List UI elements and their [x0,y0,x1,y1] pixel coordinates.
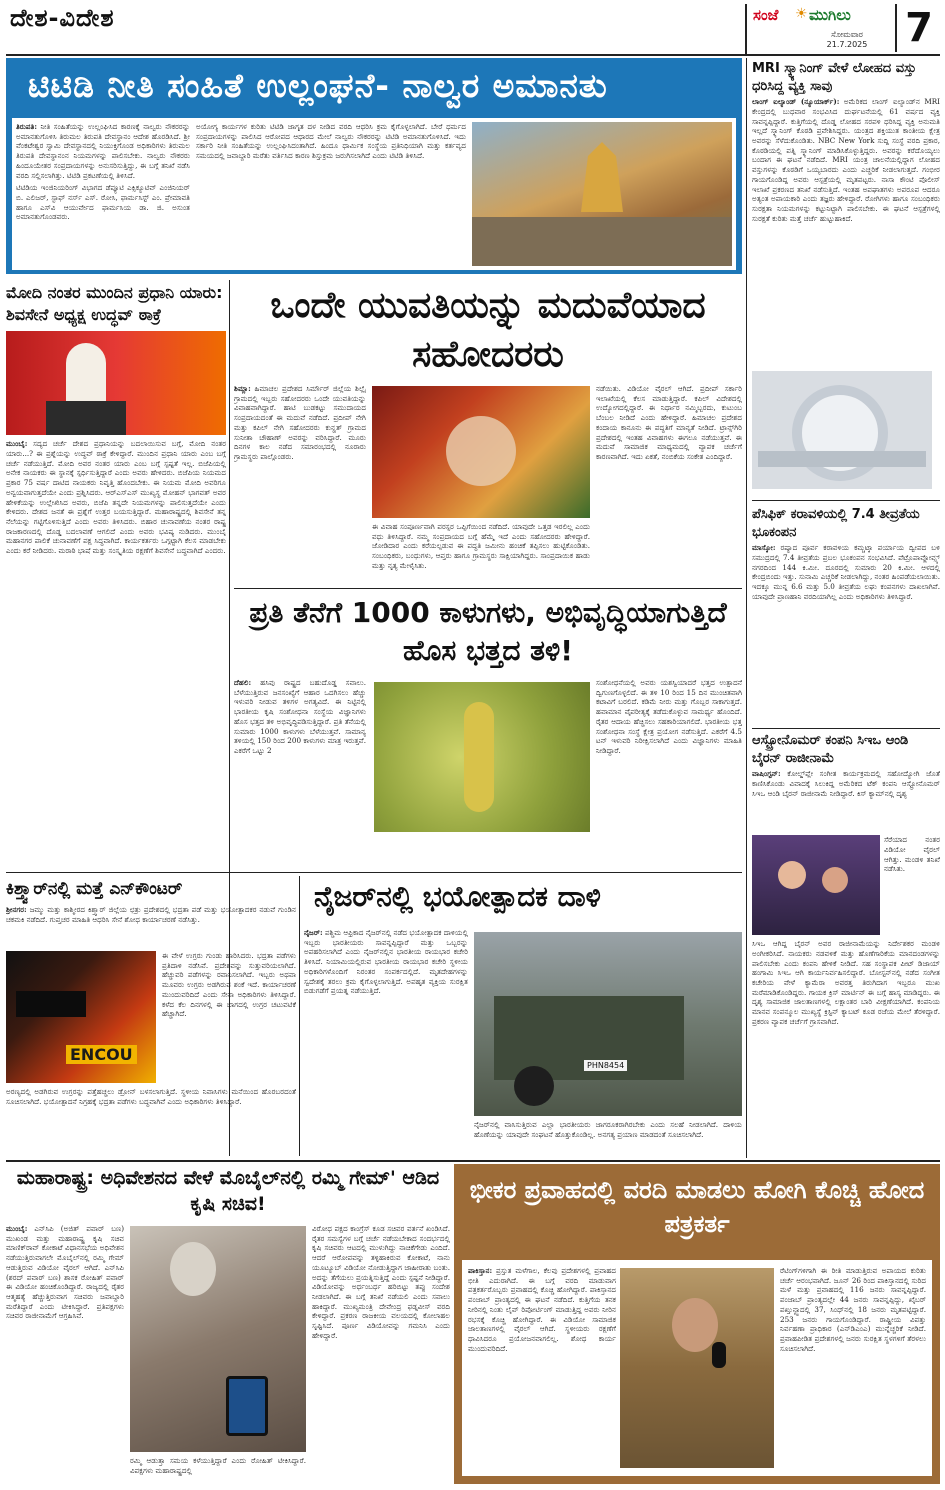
quake-headline: ಪೆಸಿಫಿಕ್ ಕರಾವಳಿಯಲ್ಲಿ 7.4 ತೀವ್ರತೆಯ ಭೂಕಂಪನ [752,507,920,540]
rummy-caption: ರಮ್ಮಿ ಆಡುತ್ತಾ ಸಮಯ ಕಳೆಯುತ್ತಿದ್ದಾರೆ ಎಂದು ರೋಹಿತ್ ಟೀಕಿಸಿದ್ದಾರೆ. ವಿಪಕ್ಷಗಳು ಮಹಾರಾಷ್ಟ್ರದಲ್ಲಿ [130,1456,306,1475]
bottom-divider [6,1160,940,1162]
kishtwar-dateline: ಶ್ರೀನಗರ: [6,904,27,914]
rice-divider [6,872,742,873]
minister-head [170,1242,216,1296]
uddhav-body: ಸದ್ಯದ ಚರ್ಚೆ ದೇಶದ ಪ್ರಧಾನಿಯನ್ನು ಬದಲಾಯಿಸುವ ಬಗ್ಗೆ, ಮೋದಿ ನಂತರ ಯಾರು...? ಈ ಪ್ರಶ್ನೆಯನ್ನು ಉದ್ಧವ್ ಠಾಕ್ರೆ ಕೇಳಿದ್ದಾರೆ. ಮುಂದಿನ ಪ್ರಧಾನಿ ಯಾರು ಎಂಬ ಬಗ್ಗೆ ಚರ್ಚೆ ನಡೆಯುತ್ತಿದೆ. ಮೋದಿ ಅವರ ನಂತರ ಯಾರು ಎಂಬ ಬಗ್ಗೆ ಸ್ಪಷ್ಟತೆ ಇಲ್ಲ. ಬಿಜೆಪಿಯಲ್ಲಿ ಅನೇಕ ನಾಯಕರು ಈ ಸ್ಥಾನಕ್ಕೆ ಸ್ಪರ್ಧಿಸುತ್ತಿದ್ದಾರೆ ಎಂದು ಅವರು ಹೇಳಿದರು. ಬಿಜೆಪಿಯ ನಿಯಮದ ಪ್ರಕಾರ 75 ವರ್ಷ ದಾಟಿದ ನಾಯಕರು ನಿವೃತ್ತಿ ಹೊಂದಬೇಕು. ಈ ನಿಯಮ ಮೋದಿ ಅವರಿಗೂ ಅನ್ವಯವಾಗುತ್ತದೆಯೇ ಎಂದು ಪ್ರಶ್ನಿಸಿದರು. ಆರ್‌ಎಸ್‌ಎಸ್ ಮುಖ್ಯಸ್ಥ ಮೋಹನ್ ಭಾಗವತ್ ಅವರ ಹೇಳಿಕೆಯನ್ನು ಉಲ್ಲೇಖಿಸಿದ ಅವರು, ಬಿಜೆಪಿ ತನ್ನದೇ ನಿಯಮಗಳನ್ನು ಪಾಲಿಸುತ್ತದೆಯೇ ಎಂದು ಕೇಳಿದರು. ದೇಶದ ಜನತೆ ಈ ಪ್ರಶ್ನೆಗೆ ಉತ್ತರ ಬಯಸುತ್ತಿದ್ದಾರೆ. ಮಹಾರಾಷ್ಟ್ರದಲ್ಲಿ ಶಿವಸೇನೆ ತನ್ನ ನೆಲೆಯನ್ನು ಗಟ್ಟಿಗೊಳಿಸುತ್ತಿದೆ ಎಂದು ಅವರು ತಿಳಿಸಿದರು. ಬಿಹಾರ ಚುನಾವಣೆಯ ನಂತರ ರಾಷ್ಟ್ರ ರಾಜಕಾರಣದಲ್ಲಿ ದೊಡ್ಡ ಬದಲಾವಣೆ ಆಗಲಿದೆ ಎಂದು ಅವರು ಭವಿಷ್ಯ ನುಡಿದರು. ಮುಂಬೈ ಮಹಾನಗರ ಪಾಲಿಕೆ ಚುನಾವಣೆಗೆ ಪಕ್ಷ ಸಿದ್ಧವಾಗಿದೆ. ಕಾರ್ಯಕರ್ತರು ಒಗ್ಗಟ್ಟಾಗಿ ಕೆಲಸ ಮಾಡಬೇಕು ಎಂದು ಕರೆ ನೀಡಿದರು. ಮರಾಠಿ ಭಾಷೆ ಮತ್ತು ಸಂಸ್ಕೃತಿಯ ರಕ್ಷಣೆಗೆ ಶಿವಸೇನೆ ಬದ್ಧವಾಗಿದೆ ಎಂದರು. [6,439,226,556]
rice-dateline: ದೆಹಲಿ: [234,678,252,687]
niger-body-left: ಪಶ್ಚಿಮ ಆಫ್ರಿಕಾದ ನೈಜರ್‌ನಲ್ಲಿ ನಡೆದ ಭಯೋತ್ಪಾದಕ ದಾಳಿಯಲ್ಲಿ ಇಬ್ಬರು ಭಾರತೀಯರು ಸಾವನ್ನಪ್ಪಿದ್ದಾರೆ ಮತ್ತು ಒಬ್ಬರನ್ನು ಅಪಹರಿಸಲಾಗಿದೆ ಎಂದು ನೈಜರ್‌ನಲ್ಲಿನ ಭಾರತೀಯ ರಾಯಭಾರ ಕಚೇರಿ ತಿಳಿಸಿದೆ. ನಿಯಾಮಿಯಲ್ಲಿರುವ ಭಾರತೀಯ ರಾಯಭಾರ ಕಚೇರಿ ಸ್ಥಳೀಯ ಅಧಿಕಾರಿಗಳೊಂದಿಗೆ ನಿರಂತರ ಸಂಪರ್ಕದಲ್ಲಿದೆ. ಮೃತದೇಹಗಳನ್ನು ಸ್ವದೇಶಕ್ಕೆ ತರಲು ಕ್ರಮ ಕೈಗೊಳ್ಳಲಾಗುತ್ತಿದೆ. ಅಪಹೃತ ವ್ಯಕ್ತಿಯ ಸುರಕ್ಷಿತ ಬಿಡುಗಡೆಗೆ ಪ್ರಯತ್ನ ನಡೆಯುತ್ತಿದೆ. [304,928,468,996]
journalist-col-3: ರೆಟಿಂಗ್‌ಗಳಿಗಾಗಿ ಈ ರೀತಿ ಮಾಡುತ್ತಿರುವ ಅಪಾಯದ ಕುರಿತು ಚರ್ಚೆ ಆರಂಭವಾಗಿದೆ. ಜೂನ್ 26 ರಿಂದ ಪಾಕಿಸ್ತಾನದಲ್ಲಿ ಸುರಿದ ಮಳೆ ಮತ್ತು ಪ್ರವಾಹದಲ್ಲಿ 116 ಜನರು ಸಾವನ್ನಪ್ಪಿದ್ದಾರೆ. ಪಂಜಾಬ್ ಪ್ರಾಂತ್ಯದಲ್ಲೇ 44 ಜನರು ಸಾವನ್ನಪ್ಪಿದ್ದು, ಖೈಬರ್ ಪಖ್ತುನ್ಖ್ವಾದಲ್ಲಿ 37, ಸಿಂಧ್‌ನಲ್ಲಿ 18 ಜನರು ಮೃತಪಟ್ಟಿದ್ದಾರೆ. 253 ಜನರು ಗಾಯಗೊಂಡಿದ್ದಾರೆ. ರಾಷ್ಟ್ರೀಯ ವಿಪತ್ತು ನಿರ್ವಹಣಾ ಪ್ರಾಧಿಕಾರ (ಎನ್‌ಡಿಎಂಎ) ಮುನ್ನೆಚ್ಚರಿಕೆ ನೀಡಿದೆ. ಪ್ರವಾಹಪೀಡಿತ ಪ್ರದೇಶಗಳಲ್ಲಿ ಜನರು ಸುರಕ್ಷಿತ ಸ್ಥಳಗಳಿಗೆ ತೆರಳಲು ಸೂಚಿಸಲಾಗಿದೆ. [780,1266,926,1353]
mobile-phone-icon [226,1376,268,1436]
encounter-photo [6,951,156,1083]
lead-text-1: ನೀತಿ ಸಂಹಿತೆಯನ್ನು ಉಲ್ಲಂಘಿಸಿದ ಕಾರಣಕ್ಕೆ ನಾಲ್ವರು ನೌಕರರನ್ನು ಅಮಾನತುಗೊಳಿಸಿ ತಿರುಮಲ ತಿರುಪತಿ ದೇವಸ್ಥಾನಂ ಆದೇಶ ಹೊರಡಿಸಿದೆ. ಶ್ರೀ ವೆಂಕಟೇಶ್ವರ ಸ್ವಾಮಿ ದೇವಸ್ಥಾನದಲ್ಲಿ ನಿಯುಕ್ತಿಗೊಂಡ ಅಧಿಕಾರಿಗಳು ತಿರುಮಲ ತಿರುಪತಿ ದೇವಸ್ಥಾನಂನ ನಿಯಮಗಳನ್ನು ಪಾಲಿಸಬೇಕು. ನಾಲ್ವರು ನೌಕರರು ಹಿಂದೂಯೇತರ ಸಂಪ್ರದಾಯಗಳನ್ನು ಅನುಸರಿಸುತ್ತಿದ್ದು, ಈ ಬಗ್ಗೆ ತನಿಖೆ ನಡೆಸಿ ವರದಿ ಸಲ್ಲಿಸಲಾಗಿತ್ತು. ಟಿಟಿಡಿ ಪ್ರಕಟಣೆಯಲ್ಲಿ ತಿಳಿಸಿದೆ. [16,122,190,180]
mri-body: ಅಮೆರಿಕದ ಲಾಂಗ್ ಐಲ್ಯಾಂಡ್‌ನ MRI ಕೇಂದ್ರದಲ್ಲಿ ಬುಧವಾರ ಸಂಭವಿಸಿದ ದುರ್ಘಟನೆಯಲ್ಲಿ 61 ವರ್ಷದ ವ್ಯಕ್ತಿ ಸಾವನ್ನಪ್ಪಿದ್ದಾರೆ. ಕುತ್ತಿಗೆಯಲ್ಲಿ ದೊಡ್ಡ ಲೋಹದ ಸರಪಳಿ ಧರಿಸಿದ್ದ ವ್ಯಕ್ತಿ ಅನುಮತಿ ಇಲ್ಲದೆ ಸ್ಕ್ಯಾನಿಂಗ್ ಕೊಠಡಿ ಪ್ರವೇಶಿಸಿದ್ದರು. ಯಂತ್ರದ ಶಕ್ತಿಯುತ ಕಾಂತೀಯ ಕ್ಷೇತ್ರ ಅವರನ್ನು ಸೆಳೆದುಕೊಂಡಿತು. NBC New York ಸುದ್ದಿ ಸಂಸ್ಥೆ ವರದಿ ಪ್ರಕಾರ, ಕೊಠಡಿಯಲ್ಲಿ ಪತ್ನಿ ಸ್ಕ್ಯಾನಿಂಗ್ ಮಾಡಿಸಿಕೊಳ್ಳುತ್ತಿದ್ದರು. ಅವರನ್ನು ಕರೆದೊಯ್ಯಲು ಬಂದಾಗ ಈ ಘಟನೆ ನಡೆದಿದೆ. MRI ಯಂತ್ರ ಚಾಲನೆಯಲ್ಲಿದ್ದಾಗ ಲೋಹದ ವಸ್ತುಗಳನ್ನು ಕೊಠಡಿಗೆ ಒಯ್ಯಬಾರದು ಎಂದು ಎಚ್ಚರಿಕೆ ನೀಡಲಾಗುತ್ತದೆ. ಗಂಭೀರ ಗಾಯಗೊಂಡಿದ್ದ ಅವರು ಆಸ್ಪತ್ರೆಯಲ್ಲಿ ಮೃತಪಟ್ಟರು. ನಾಸಾ ಕೌಂಟಿ ಪೊಲೀಸ್ ಇಲಾಖೆ ಪ್ರಕರಣದ ತನಿಖೆ ನಡೆಸುತ್ತಿದೆ. ಇಂತಹ ಅಪಘಾತಗಳು ಅಪರೂಪ ಆದರೂ ಅತ್ಯಂತ ಅಪಾಯಕಾರಿ ಎಂದು ತಜ್ಞರು ಹೇಳಿದ್ದಾರೆ. ರೋಗಿಗಳು ಹಾಗೂ ಸಂಬಂಧಿಕರು ಸುರಕ್ಷತಾ ನಿಯಮಗಳನ್ನು ಕಟ್ಟುನಿಟ್ಟಾಗಿ ಪಾಲಿಸಬೇಕು. ಈ ಘಟನೆ ಆಸ್ಪತ್ರೆಗಳಲ್ಲಿ ಸುರಕ್ಷತೆ ಕುರಿತು ಮತ್ತೆ ಚರ್ಚೆ ಹುಟ್ಟುಹಾಕಿದೆ. [752,97,940,223]
rummy-dateline: ಮುಂಬೈ: [6,1224,28,1233]
mri-story [752,60,940,495]
lead-col-1 [16,122,190,266]
uddhav-story [6,282,226,872]
minister-photo [130,1226,306,1452]
rice-grain-icon [464,702,494,812]
rummy-col-1 [6,1224,124,1484]
kiss-cam-person-1 [778,861,806,889]
truck-plate: PHN8454 [584,1060,627,1071]
marriage-dateline: ಶಿಮ್ಲಾ: [234,384,251,393]
brand-mugilu: ಮುಗಿಲು [809,6,851,24]
astronomer-body-bottom: ಸಿಇಒ ಆಗಿದ್ದ ಬೈರನ್ ಅವರ ರಾಜೀನಾಮೆಯನ್ನು ನಿರ್ದೇಶಕರ ಮಂಡಳಿ ಅಂಗೀಕರಿಸಿದೆ. ನಾಯಕರು ನಡವಳಿಕೆ ಮತ್ತು ಹೊಣೆಗಾರಿಕೆಯ ಮಾನದಂಡಗಳನ್ನು ಪಾಲಿಸಬೇಕು ಎಂದು ಕಂಪನಿ ಹೇಳಿಕೆ ನೀಡಿದೆ. ಸಹ ಸಂಸ್ಥಾಪಕ ಪೀಟ್ ಡಿಜಾಯ್ ಹಂಗಾಮಿ ಸಿಇಒ ಆಗಿ ಕಾರ್ಯನಿರ್ವಹಿಸಲಿದ್ದಾರೆ. ಬೋಸ್ಟನ್‌ನಲ್ಲಿ ನಡೆದ ಸಂಗೀತ ಕಚೇರಿಯ ವೇಳೆ ಕ್ಯಾಮೆರಾ ಅವರತ್ತ ತಿರುಗಿದಾಗ ಇಬ್ಬರೂ ಮುಖ ಮರೆಮಾಡಿಕೊಂಡಿದ್ದರು. ಗಾಯಕ ಕ್ರಿಸ್ ಮಾರ್ಟಿನ್ ಈ ಬಗ್ಗೆ ಹಾಸ್ಯ ಮಾಡಿದ್ದರು. ಈ ದೃಶ್ಯ ಸಾಮಾಜಿಕ ಜಾಲತಾಣಗಳಲ್ಲಿ ಲಕ್ಷಾಂತರ ಬಾರಿ ವೀಕ್ಷಣೆಯಾಗಿದೆ. ಕಂಪನಿಯ ಮಾನವ ಸಂಪನ್ಮೂಲ ಮುಖ್ಯಸ್ಥೆ ಕ್ರಿಸ್ಟಿನ್ ಕ್ಯಾಬಟ್ ಕೂಡ ರಜೆಯ ಮೇಲೆ ತೆರಳಿದ್ದಾರೆ. ಪ್ರಕರಣ ವ್ಯಾಪಕ ಚರ್ಚೆಗೆ ಗ್ರಾಸವಾಗಿದೆ. [752,939,940,1026]
marriage-col-3: ನಡೆಯಿತು. ವಿಡಿಯೋ ವೈರಲ್ ಆಗಿದೆ. ಪ್ರದೀಪ್ ಸರ್ಕಾರಿ ಇಲಾಖೆಯಲ್ಲಿ ಕೆಲಸ ಮಾಡುತ್ತಿದ್ದಾರೆ. ಕಪಿಲ್ ವಿದೇಶದಲ್ಲಿ ಉದ್ಯೋಗದಲ್ಲಿದ್ದಾರೆ. ಈ ನಿರ್ಧಾರ ನಮ್ಮಿಬ್ಬರದು, ಕುಟುಂಬ ಬೆಂಬಲ ನೀಡಿದೆ ಎಂದು ಹೇಳಿದ್ದಾರೆ. ಹಿಮಾಚಲ ಪ್ರದೇಶದ ಕಂದಾಯ ಕಾನೂನು ಈ ಪದ್ಧತಿಗೆ ಮಾನ್ಯತೆ ನೀಡಿದೆ. ಟ್ರಾನ್ಸ್‌ಗಿರಿ ಪ್ರದೇಶದಲ್ಲಿ ಇಂತಹ ವಿವಾಹಗಳು ಈಗಲೂ ನಡೆಯುತ್ತವೆ. ಈ ಮದುವೆ ಸಾಮಾಜಿಕ ಮಾಧ್ಯಮದಲ್ಲಿ ವ್ಯಾಪಕ ಚರ್ಚೆಗೆ ಕಾರಣವಾಗಿದೆ. ಇದು ಏಕತೆ, ನಂಬಿಕೆಯ ಸಂಕೇತ ಎಂದಿದ್ದಾರೆ. [596,384,742,462]
niger-dateline: ನೈಜರ್: [304,928,323,937]
marriage-body-mid: ಈ ವಿವಾಹ ಸಂಪೂರ್ಣವಾಗಿ ಪರಸ್ಪರ ಒಪ್ಪಿಗೆಯಿಂದ ನಡೆದಿದೆ. ಯಾವುದೇ ಒತ್ತಡ ಇರಲಿಲ್ಲ ಎಂದು ವಧು ತಿಳಿಸಿದ್ದಾರೆ. ನಮ್ಮ ಸಂಪ್ರದಾಯದ ಬಗ್ಗೆ ಹೆಮ್ಮೆ ಇದೆ ಎಂದು ಸಹೋದರರು ಹೇಳಿದ್ದಾರೆ. ಜೋಡಿದಾರ ಎಂದು ಕರೆಯಲ್ಪಡುವ ಈ ಪದ್ಧತಿ ಜಮೀನು ಹಂಚಿಕೆ ತಪ್ಪಿಸಲು ಹುಟ್ಟಿಕೊಂಡಿತು. ಸಂಬಂಧಿಕರು, ಬಂಧುಗಳು, ಆಪ್ತರು ಹಾಗೂ ಗ್ರಾಮಸ್ಥರು ಸಾಕ್ಷಿಯಾಗಿದ್ದರು. ಸಾಂಪ್ರದಾಯಿಕ ಹಾಡು ಮತ್ತು ನೃತ್ಯ ಮೇಳೈಸಿತು. [372,522,590,570]
section-title: ದೇಶ-ವಿದೇಶ [10,4,115,32]
astronomer-headline: ಆಸ್ಟ್ರೋನೊಮರ್ ಕಂಪನಿ ಸಿಇಒ ಆಂಡಿ ಬೈರನ್ ರಾಜೀನಾಮೆ [752,733,909,766]
journalist-story [454,1164,940,1484]
encounter-label: ENCOU [66,1045,137,1064]
page-number: 7 [895,4,933,52]
niger-body-bottom: ನೈಜರ್‌ನಲ್ಲಿ ವಾಸಿಸುತ್ತಿರುವ ಎಲ್ಲಾ ಭಾರತೀಯರು ಜಾಗರೂಕರಾಗಿರಬೇಕು ಎಂದು ಸಲಹೆ ನೀಡಲಾಗಿದೆ. ದಾಳಿಯ ಹೊಣೆಯನ್ನು ಯಾವುದೇ ಸಂಘಟನೆ ಹೊತ್ತುಕೊಂಡಿಲ್ಲ. ಅನಗತ್ಯ ಪ್ರಯಾಣ ಮಾಡದಂತೆ ಸೂಚಿಸಲಾಗಿದೆ. [474,1120,742,1139]
lead-dateline: ತಿರುಪತಿ: [16,122,37,131]
quake-body: ರಷ್ಯಾದ ಪೂರ್ವ ಕರಾವಳಿಯ ಕಮ್ಚಟ್ಕಾ ಪರ್ಯಾಯ ದ್ವೀಪದ ಬಳಿ ಸಮುದ್ರದಲ್ಲಿ 7.4 ತೀವ್ರತೆಯ ಪ್ರಬಲ ಭೂಕಂಪನ ಸಂಭವಿಸಿದೆ. ಪೆಟ್ರೊಪಾವ್ಲೋವ್ಸ್ಕ್ ನಗರದಿಂದ 144 ಕಿ.ಮೀ. ದೂರದಲ್ಲಿ ಸುಮಾರು 20 ಕಿ.ಮೀ. ಆಳದಲ್ಲಿ ಕೇಂದ್ರಬಿಂದು ಇತ್ತು. ಸುನಾಮಿ ಎಚ್ಚರಿಕೆ ನೀಡಲಾಗಿದ್ದು, ನಂತರ ಹಿಂಪಡೆಯಲಾಯಿತು. ಇದಕ್ಕೂ ಮುನ್ನ 6.6 ಮತ್ತು 5.0 ತೀವ್ರತೆಯ ಲಘು ಕಂಪನಗಳು ದಾಖಲಾಗಿವೆ. ಯಾವುದೇ ಪ್ರಾಣಹಾನಿ ವರದಿಯಾಗಿಲ್ಲ ಎಂದು ಅಧಿಕಾರಿಗಳು ತಿಳಿಸಿದ್ದಾರೆ. [752,543,940,601]
uddhav-dateline: ಮುಂಬೈ: [6,439,28,449]
astronomer-body-side: ಸೆರೆಯಾದ ನಂತರ ವಿಡಿಯೋ ವೈರಲ್ ಆಗಿತ್ತು. ಮಂಡಳಿ ತನಿಖೆ ನಡೆಸಿತು. [884,835,940,874]
mri-divider [752,500,940,501]
kishtwar-headline: ಕಿಶ್ತ್ವಾರ್‌ನಲ್ಲಿ ಮತ್ತೆ ಎನ್‌ಕೌಂಟರ್ [6,879,183,899]
issue-date-value: 21.7.2025 [826,39,868,49]
issue-day: ಸೋಮವಾರ [831,30,863,39]
journalist-dateline: ಪಾಕಿಸ್ತಾನ: [468,1266,493,1275]
niger-col-1 [304,928,468,1110]
flood-photo [620,1268,774,1468]
rice-photo [374,682,590,832]
microphone-icon [712,1342,726,1368]
mri-text [752,97,940,363]
kishtwar-body-top: ಜಮ್ಮು ಮತ್ತು ಕಾಶ್ಮೀರದ ಕಿಶ್ತ್ವಾರ್ ಜಿಲ್ಲೆಯ ಛತ್ರು ಪ್ರದೇಶದಲ್ಲಿ ಭದ್ರತಾ ಪಡೆ ಮತ್ತು ಭಯೋತ್ಪಾದಕರ ನಡುವೆ ಗುಂಡಿನ ಚಕಮಕಿ ನಡೆದಿದೆ. ಗುಪ್ತಚರ ಮಾಹಿತಿ ಆಧರಿಸಿ ಸೇನೆ ಶೋಧ ಕಾರ್ಯಾಚರಣೆ ನಡೆಸಿತ್ತು. [6,904,296,924]
astronomer-text-top [752,769,940,831]
marriage-col-1 [234,384,366,576]
rice-body-left: ಹಸಿವು ರಾಷ್ಟ್ರದ ಬಹುದೊಡ್ಡ ಸವಾಲು. ಬೆಳೆಯುತ್ತಿರುವ ಜನಸಂಖ್ಯೆಗೆ ಆಹಾರ ಒದಗಿಸಲು ಹೆಚ್ಚು ಇಳುವರಿ ನೀಡುವ ತಳಿಗಳ ಅಗತ್ಯವಿದೆ. ಈ ನಿಟ್ಟಿನಲ್ಲಿ ಭಾರತೀಯ ಕೃಷಿ ಸಂಶೋಧನಾ ಸಂಸ್ಥೆಯ ವಿಜ್ಞಾನಿಗಳು ಹೊಸ ಭತ್ತದ ತಳಿ ಅಭಿವೃದ್ಧಿಪಡಿಸುತ್ತಿದ್ದಾರೆ. ಪ್ರತಿ ತೆನೆಯಲ್ಲಿ ಸುಮಾರು 1000 ಕಾಳುಗಳು ಬೆಳೆಯುತ್ತವೆ. ಸಾಮಾನ್ಯ ತಳಿಯಲ್ಲಿ 150 ರಿಂದ 200 ಕಾಳುಗಳು ಮಾತ್ರ ಇರುತ್ತವೆ. ಎಕರೆಗೆ ಒಟ್ಟು 2 [234,678,366,756]
quake-story [752,506,940,726]
kishtwar-body-bottom: ಅರಣ್ಯದಲ್ಲಿ ಅಡಗಿರುವ ಉಗ್ರರನ್ನು ಪತ್ತೆಹಚ್ಚಲು ಡ್ರೋನ್ ಬಳಸಲಾಗುತ್ತಿದೆ. ಸ್ಥಳೀಯ ನಿವಾಸಿಗಳು ಮನೆಯಿಂದ ಹೊರಬರದಂತೆ ಸೂಚಿಸಲಾಗಿದೆ. ಭಯೋತ್ಪಾದನೆ ನಿಗ್ರಹಕ್ಕೆ ಭದ್ರತಾ ಪಡೆಗಳು ಬದ್ಧವಾಗಿವೆ ಎಂದು ಅಧಿಕಾರಿಗಳು ತಿಳಿಸಿದ್ದಾರೆ. [6,1086,296,1106]
kishtwar-divider [299,876,300,1156]
lead-headline: ಟಿಟಿಡಿ ನೀತಿ ಸಂಹಿತೆ ಉಲ್ಲಂಘನೆ- ನಾಲ್ವರ ಅಮಾನತು [28,66,608,105]
kishtwar-text-top [6,905,296,947]
army-truck-photo [474,932,742,1116]
rummy-story [6,1166,450,1486]
rummy-headline: ಮಹಾರಾಷ್ಟ್ರ: ಅಧಿವೇಶನದ ವೇಳೆ ಮೊಬೈಲ್‌ನಲ್ಲಿ ರಮ್ಮಿ ಗೇಮ್' ಆಡಿದ ಕೃಷಿ ಸಚಿವ! [16,1167,440,1215]
lead-body [12,118,736,270]
temple-photo [472,122,732,266]
rice-col-1 [234,678,366,862]
journalist-body-left: ಪ್ರಸ್ತುತ ಮಳೆಗಾಲ, ಕೆಲವು ಪ್ರದೇಶಗಳಲ್ಲಿ ಪ್ರವಾಹದ ಭೀತಿ ಎದುರಾಗಿದೆ. ಈ ಬಗ್ಗೆ ವರದಿ ಮಾಡುವಾಗ ಪತ್ರಕರ್ತರೊಬ್ಬರು ಪ್ರವಾಹದಲ್ಲಿ ಕೊಚ್ಚಿ ಹೋಗಿದ್ದಾರೆ. ಪಾಕಿಸ್ತಾನದ ಪಂಜಾಬ್ ಪ್ರಾಂತ್ಯದಲ್ಲಿ ಈ ಘಟನೆ ನಡೆದಿದೆ. ಕುತ್ತಿಗೆಯ ತನಕ ನೀರಿನಲ್ಲಿ ನಿಂತು ಲೈವ್ ರಿಪೋರ್ಟಿಂಗ್ ಮಾಡುತ್ತಿದ್ದ ಅವರು ನೀರಿನ ರಭಸಕ್ಕೆ ಕೊಚ್ಚಿ ಹೋಗಿದ್ದಾರೆ. ಈ ವಿಡಿಯೋ ಸಾಮಾಜಿಕ ಜಾಲತಾಣಗಳಲ್ಲಿ ವೈರಲ್ ಆಗಿದೆ. ಸ್ಥಳೀಯರು ರಕ್ಷಣೆಗೆ ಧಾವಿಸಿದರೂ ಪ್ರಯೋಜನವಾಗಲಿಲ್ಲ. ಶೋಧ ಕಾರ್ಯ ಮುಂದುವರಿದಿದೆ. [468,1266,616,1353]
uddhav-text [6,439,226,823]
rice-headline: ಪ್ರತಿ ತೆನೆಗೆ 1000 ಕಾಳುಗಳು, ಅಭಿವೃದ್ಧಿಯಾಗುತ್ತಿದೆ ಹೊಸ ಭತ್ತದ ತಳಿ! [249,596,727,667]
rice-story [234,594,742,866]
lead-col-2: ಅಯೋಗ್ಯ ಕಾರ್ಯಗಳ ಕುರಿತು ಟಿಟಿಡಿ ಜಾಗೃತ ದಳ ನೀಡಿದ ವರದಿ ಆಧರಿಸಿ ಕ್ರಮ ಕೈಗೊಳ್ಳಲಾಗಿದೆ. ಬೇರೆ ಧರ್ಮದ ಸಂಪ್ರದಾಯಗಳನ್ನು ಪಾಲಿಸಿದ ಆರೋಪದ ಆಧಾರದ ಮೇಲೆ ನಾಲ್ವರು ನೌಕರರನ್ನು ಟಿಟಿಡಿ ಅಮಾನತುಗೊಳಿಸಿದೆ. ಇದು ಸರ್ಕಾರಿ ನೀತಿ ಸಂಹಿತೆಯನ್ನು ಉಲ್ಲಂಘಿಸಿದಂತಾಗಿದೆ. ಹಿಂದೂ ಧಾರ್ಮಿಕ ಸಂಸ್ಥೆಯ ಪ್ರತಿನಿಧಿಯಾಗಿ ಮತ್ತು ಕರ್ತವ್ಯದ ಸಮಯದಲ್ಲಿ ಜವಾಬ್ದಾರಿ ಮರೆತು ವರ್ತಿಸಿದ ಕಾರಣ ಶಿಸ್ತುಕ್ರಮ ಜರುಗಿಸಲಾಗಿದೆ ಎಂದು ಟಿಟಿಡಿ ತಿಳಿಸಿದೆ. [196,122,466,161]
palm-logo-icon: ☀ [795,6,808,22]
temple-gopuram-icon [567,142,637,212]
brand-sanje: ಸಂಜೆ [753,6,779,24]
rummy-body-left: ಎನ್‌ಸಿಪಿ (ಅಜಿತ್ ಪವಾರ್ ಬಣ) ಮುಖಂಡ ಮತ್ತು ಮಹಾರಾಷ್ಟ್ರ ಕೃಷಿ ಸಚಿವ ಮಾಣಿಕ್‌ರಾವ್ ಕೋಕಾಟೆ ವಿಧಾನಸಭೆಯ ಅಧಿವೇಶನ ನಡೆಯುತ್ತಿರುವಾಗಲೇ ಮೊಬೈಲ್‌ನಲ್ಲಿ ರಮ್ಮಿ ಗೇಮ್ ಆಡುತ್ತಿರುವ ವಿಡಿಯೋ ವೈರಲ್ ಆಗಿದೆ. ಎನ್‌ಸಿಪಿ (ಶರದ್ ಪವಾರ್ ಬಣ) ಶಾಸಕ ರೋಹಿತ್ ಪವಾರ್ ಈ ವಿಡಿಯೋ ಹಂಚಿಕೊಂಡಿದ್ದಾರೆ. ರಾಜ್ಯದಲ್ಲಿ ರೈತರ ಆತ್ಮಹತ್ಯೆ ಹೆಚ್ಚುತ್ತಿರುವಾಗ ಸಚಿವರು ಜವಾಬ್ದಾರಿ ಮರೆತಿದ್ದಾರೆ ಎಂದು ಟೀಕಿಸಿದ್ದಾರೆ. ಪ್ರತಿಪಕ್ಷಗಳು ಸಚಿವರ ರಾಜೀನಾಮೆಗೆ ಆಗ್ರಹಿಸಿವೆ. [6,1224,124,1321]
astronomer-story [752,732,940,1157]
podium-mic-icon [46,401,126,435]
marriage-divider [234,588,742,589]
astronomer-body-top: ಕೋಲ್ಡ್‌ಪ್ಲೇ ಸಂಗೀತ ಕಾರ್ಯಕ್ರಮದಲ್ಲಿ ಸಹೋದ್ಯೋಗಿ ಜೊತೆ ಕಾಣಿಸಿಕೊಂಡು ವಿವಾದಕ್ಕೆ ಸಿಲುಕಿದ್ದ ಅಮೆರಿಕದ ಟೆಕ್ ಕಂಪನಿ ಆಸ್ಟ್ರೋನೊಮರ್ ಸಿಇಒ ಆಂಡಿ ಬೈರನ್ ರಾಜೀನಾಮೆ ನೀಡಿದ್ದಾರೆ. ಕಿಸ್ ಕ್ಯಾಮ್‌ನಲ್ಲಿ ದೃಶ್ಯ [752,769,940,798]
journalist-col-1 [468,1266,616,1472]
kishtwar-body-side: ಈ ವೇಳೆ ಉಗ್ರರು ಗುಂಡು ಹಾರಿಸಿದರು. ಭದ್ರತಾ ಪಡೆಗಳು ಪ್ರತಿದಾಳಿ ನಡೆಸಿವೆ. ಪ್ರದೇಶವನ್ನು ಸುತ್ತುವರಿಯಲಾಗಿದೆ. ಹೆಚ್ಚುವರಿ ಪಡೆಗಳನ್ನು ರವಾನಿಸಲಾಗಿದೆ. ಇಬ್ಬರು ಅಥವಾ ಮೂವರು ಉಗ್ರರು ಅಡಗಿರುವ ಶಂಕೆ ಇದೆ. ಕಾರ್ಯಾಚರಣೆ ಮುಂದುವರಿದಿದೆ ಎಂದು ಸೇನಾ ಅಧಿಕಾರಿಗಳು ತಿಳಿಸಿದ್ದಾರೆ. ಕಳೆದ ಕೆಲ ದಿನಗಳಲ್ಲಿ ಈ ಭಾಗದಲ್ಲಿ ಉಗ್ರರ ಚಟುವಟಿಕೆ ಹೆಚ್ಚಾಗಿದೆ. [162,950,296,1019]
masthead [745,4,937,54]
reporter-head [672,1298,718,1352]
rice-col-3: ಸಂಶೋಧನೆಯಲ್ಲಿ ಅವರು ಯಶಸ್ವಿಯಾದರೆ ಭತ್ತದ ಉತ್ಪಾದನೆ ದ್ವಿಗುಣಗೊಳ್ಳಲಿದೆ. ಈ ತಳಿ 10 ರಿಂದ 15 ದಿನ ಮುಂಚಿತವಾಗಿ ಕಟಾವಿಗೆ ಬರಲಿದೆ. ಕಡಿಮೆ ನೀರು ಮತ್ತು ಗೊಬ್ಬರ ಸಾಕಾಗುತ್ತದೆ. ಹವಾಮಾನ ವೈಪರೀತ್ಯಕ್ಕೆ ತಡೆದುಕೊಳ್ಳುವ ಸಾಮರ್ಥ್ಯ ಹೊಂದಿದೆ. ರೈತರ ಆದಾಯ ಹೆಚ್ಚಿಸಲು ಸಹಕಾರಿಯಾಗಲಿದೆ. ಭಾರತೀಯ ಭತ್ತ ಸಂಶೋಧನಾ ಸಂಸ್ಥೆ ಕ್ಷೇತ್ರ ಪ್ರಯೋಗ ನಡೆಸುತ್ತಿದೆ. ಎಕರೆಗೆ 4.5 ಟನ್ ಇಳುವರಿ ನಿರೀಕ್ಷಿಸಲಾಗಿದೆ ಎಂದು ವಿಜ್ಞಾನಿಗಳು ಮಾಹಿತಿ ನೀಡಿದ್ದಾರೆ. [596,678,742,756]
lead-text-2: ಟಿಟಿಡಿಯ ಇಂಜಿನಿಯರಿಂಗ್ ವಿಭಾಗದ ಡೆಪ್ಯೂಟಿ ಎಕ್ಸಿಕ್ಯೂಟಿವ್ ಎಂಜಿನಿಯರ್ ಬಿ. ಎಲಿಜರ್, ಸ್ಟಾಫ್ ನರ್ಸ್ ಎಸ್. ರೋಸಿ, ಫಾರ್ಮಸಿಸ್ಟ್ ಎಂ. ಪ್ರೇಮಾವತಿ ಹಾಗೂ ಎಸ್‌ವಿ ಆಯುರ್ವೇದ ಫಾರ್ಮಸಿಯ ಡಾ. ಜಿ. ಅಸುಂತ ಅಮಾನತುಗೊಂಡವರು. [16,183,190,222]
truck-wheel-icon [514,1066,554,1106]
temple-courtyard [472,217,732,266]
quake-divider [752,728,940,729]
mri-headline: MRI ಸ್ಕ್ಯಾನಿಂಗ್ ವೇಳೆ ಲೋಹದ ವಸ್ತು ಧರಿಸಿದ್ದ ವ್ಯಕ್ತಿ ಸಾವು [752,61,917,94]
issue-date [817,30,877,49]
concert-photo [752,835,880,935]
mri-photo [752,371,932,489]
kiss-cam-person-2 [822,867,848,893]
col-divider-right [746,58,747,1158]
astronomer-dateline: ವಾಷಿಂಗ್ಟನ್: [752,769,781,779]
uddhav-headline: ಮೋದಿ ನಂತರ ಮುಂದಿನ ಪ್ರಧಾನಿ ಯಾರು: ಶಿವಸೇನೆ ಅಧ್ಯಕ್ಷ ಉದ್ಧವ್ ಠಾಕ್ರೆ [6,283,223,324]
journalist-body [462,1260,932,1476]
header-rule [6,54,940,56]
journalist-headline: ಭೀಕರ ಪ್ರವಾಹದಲ್ಲಿ ವರದಿ ಮಾಡಲು ಹೋಗಿ ಕೊಚ್ಚಿ ಹೋದ ಪತ್ರಕರ್ತ [469,1176,925,1238]
hands-icon [446,416,516,486]
gun-icon [16,991,86,1017]
marriage-headline: ಒಂದೇ ಯುವತಿಯನ್ನು ಮದುವೆಯಾದ ಸಹೋದರರು [270,285,706,375]
lead-story [6,58,742,274]
niger-story [304,878,742,1156]
uddhav-photo [6,331,226,435]
quake-dateline: ಮಾಸ್ಕೋ: [752,543,776,553]
wedding-photo [372,386,590,518]
rummy-col-3: ವಿರೋಧ ಪಕ್ಷದ ಕಾಂಗ್ರೆಸ್ ಕೂಡ ಸಚಿವರ ವರ್ತನೆ ಖಂಡಿಸಿದೆ. ರೈತರ ಸಮಸ್ಯೆಗಳ ಬಗ್ಗೆ ಚರ್ಚೆ ನಡೆಯಬೇಕಾದ ಸಂದರ್ಭದಲ್ಲಿ ಕೃಷಿ ಸಚಿವರು ಆಟದಲ್ಲಿ ಮುಳುಗಿದ್ದು ನಾಚಿಕೆಗೇಡು ಎಂದಿದೆ. ಆದರೆ ಆರೋಪವನ್ನು ತಳ್ಳಿಹಾಕಿರುವ ಕೋಕಾಟೆ, ನಾನು ಯೂಟ್ಯೂಬ್ ವಿಡಿಯೋ ನೋಡುತ್ತಿದ್ದಾಗ ಜಾಹೀರಾತು ಬಂತು. ಅದನ್ನು ತೆಗೆಯಲು ಪ್ರಯತ್ನಿಸುತ್ತಿದ್ದೆ ಎಂದು ಸ್ಪಷ್ಟನೆ ನೀಡಿದ್ದಾರೆ. ವಿಡಿಯೋವನ್ನು ಅರ್ಧಂಬರ್ಧ ಹರಿಬಿಟ್ಟು ತಪ್ಪು ಸಂದೇಶ ನೀಡಲಾಗಿದೆ. ಈ ಬಗ್ಗೆ ತನಿಖೆ ನಡೆಯಲಿ ಎಂದು ಸವಾಲು ಹಾಕಿದ್ದಾರೆ. ಮುಖ್ಯಮಂತ್ರಿ ದೇವೇಂದ್ರ ಫಡ್ನವೀಸ್ ವರದಿ ಕೇಳಿದ್ದಾರೆ. ಪ್ರಕರಣ ರಾಜಕೀಯ ವಲಯದಲ್ಲಿ ಕೋಲಾಹಲ ಸೃಷ್ಟಿಸಿದೆ. ಪೂರ್ಣ ವಿಡಿಯೋವನ್ನು ಗಮನಿಸಿ ಎಂದು ಹೇಳಿದ್ದಾರೆ. [312,1224,450,1340]
mri-dateline: ಲಾಂಗ್ ಐಲ್ಯಾಂಡ್ (ನ್ಯೂಯಾರ್ಕ್): [752,97,840,107]
marriage-story [234,282,742,582]
kishtwar-story [6,878,296,1156]
mri-bed [758,451,926,467]
niger-headline: ನೈಜರ್‌ನಲ್ಲಿ ಭಯೋತ್ಪಾದಕ ದಾಳಿ [314,880,601,913]
marriage-body-left: ಹಿಮಾಚಲ ಪ್ರದೇಶದ ಸಿರ್ಮೌರ್ ಜಿಲ್ಲೆಯ ಶಿಲ್ಲೈ ಗ್ರಾಮದಲ್ಲಿ ಇಬ್ಬರು ಸಹೋದರರು ಒಂದೇ ಯುವತಿಯನ್ನು ವಿವಾಹವಾಗಿದ್ದಾರೆ. ಹಾಟಿ ಬುಡಕಟ್ಟು ಸಮುದಾಯದ ಸಂಪ್ರದಾಯದಂತೆ ಈ ಮದುವೆ ನಡೆದಿದೆ. ಪ್ರದೀಪ್ ನೇಗಿ ಮತ್ತು ಕಪಿಲ್ ನೇಗಿ ಸಹೋದರರು ಕುನ್ಹತ್ ಗ್ರಾಮದ ಸುನೀತಾ ಚೌಹಾಣ್ ಅವರನ್ನು ವರಿಸಿದ್ದಾರೆ. ಮೂರು ದಿನಗಳ ಕಾಲ ನಡೆದ ಸಮಾರಂಭದಲ್ಲಿ ನೂರಾರು ಗ್ರಾಮಸ್ಥರು ಪಾಲ್ಗೊಂಡರು. [234,384,366,462]
quake-text [752,543,940,719]
